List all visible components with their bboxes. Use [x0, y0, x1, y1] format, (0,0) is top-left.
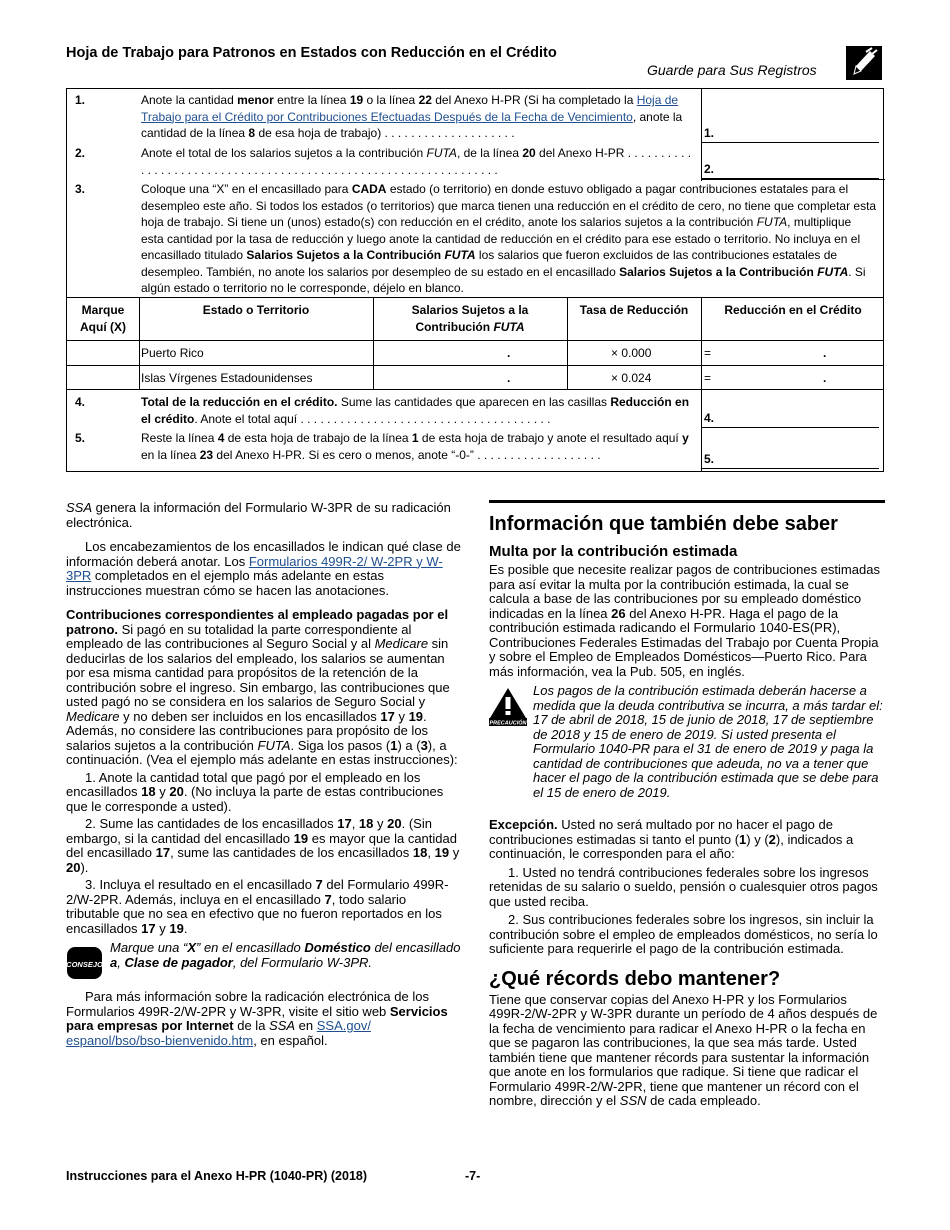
- tip-icon: [66, 943, 104, 983]
- worksheet-line-1: [67, 89, 701, 145]
- pen-icon: [846, 46, 882, 80]
- paragraph: Los encabezamientos de los encasillados le indican qué clase de información deberá anotar. Los Formularios 499R-2/ W-2PR y W-3PR completados en el ejemplo más adelante en estas instrucciones muestran cómo se hacen las anotaciones.: [66, 539, 461, 598]
- credit-reduction-entry[interactable]: .: [823, 371, 827, 385]
- line-2-text: Anote el total de los salarios sujetos a la contribución FUTA, de la línea 20 del Anexo H-PR . . . . . . . . . . . . . . . . . . . . . . . . . . . . . . . . . . . . . . . . . . . . . . . . . . . . . . . . . . . . . . . .: [141, 146, 692, 177]
- paragraph: Para más información sobre la radicación electrónica de los Formularios 499R-2/W-2PR y W-3PR, visite el sitio web Servicios para empresas por Internet de la SSA en SSA.gov/ espanol/bso/bso-bienvenido.htm, en español.: [66, 989, 448, 1048]
- line-2-entry-box[interactable]: [701, 145, 885, 181]
- paragraph: Tiene que conservar copias del Anexo H-PR y los Formularios 499R-2/W-2PR y W-3PR durante un período de 4 años después de la fecha de vencimiento para radicar el Anexo H-PR o la fecha en que se pagaron las contribuciones, la que sea más tarde. Usted también tiene que mantener récords para sustentar la información que anote en los formularios que radique. Si tiene que radicar el Formulario 499R-2/W-2PR, tiene que mantener un récord con el nombre, dirección y el SSN de cada empleado.: [489, 991, 878, 1108]
- col-header-mark: Marque Aquí (X): [80, 303, 126, 334]
- tip-note: CONSEJO Marque una “X” en el encasillado Doméstico del encasillado a, Clase de pagador, del Formulario W-3PR.: [66, 941, 461, 970]
- forms-example-link[interactable]: Formularios 499R-2/ W-2PR y W-3PR: [66, 553, 443, 583]
- subsection-heading: Multa por la contribución estimada: [489, 543, 738, 560]
- reduction-rate: × 0.000: [611, 346, 652, 360]
- left-column: [66, 501, 461, 1048]
- svg-text:PRECAUCIÓN: PRECAUCIÓN: [489, 720, 527, 726]
- worksheet-title: Hoja de Trabajo para Patronos en Estados con Reducción en el Crédito: [66, 45, 557, 61]
- line-4-entry-box[interactable]: [701, 389, 885, 430]
- box-label: 2.: [704, 161, 715, 176]
- section-heading: Información que también debe saber: [489, 513, 838, 535]
- paragraph: SSA genera la información del Formulario W-3PR de su radicación electrónica.: [66, 500, 451, 530]
- box-label: 5.: [704, 451, 715, 466]
- credit-worksheet-link[interactable]: Hoja de Trabajo para el Crédito por Contribuciones Efectuadas Después de la Fecha de Vencimiento: [141, 93, 679, 124]
- box-label: 4.: [704, 410, 715, 425]
- worksheet-line-5: [67, 430, 701, 470]
- line-1-entry-box[interactable]: [701, 89, 885, 145]
- col-header-reduction: Reducción en el Crédito: [724, 303, 862, 317]
- step-1: 1. Anote la cantidad total que pagó por el empleado en los encasillados 18 y 20. (No incluya la parte de estas contribuciones que le corresponde a usted).: [66, 769, 444, 814]
- line-number: 5.: [75, 431, 86, 445]
- credit-reduction-entry[interactable]: .: [823, 346, 827, 360]
- paragraph: Contribuciones correspondientes al empleado pagadas por el patrono. Si pagó en su totalidad la parte correspondiente al empleado de las contribuciones al Seguro Social y al Medicare sin deducirlas de los salarios del empleado, los salarios se aumentan por esa misma cantidad para propósitos de la retención de la contribución sobre el ingreso. Sin embargo, las contribuciones que usted pagó no se considera en los salarios de Seguro Social y Medicare y no deben ser incluidos en los encasillados 17 y 19. Además, no considere las contribuciones para propósito de los salarios sujetos a la contribución FUTA. Siga los pasos (1) a (3), a continuación. (Vea el ejemplo más adelante en estas instrucciones):: [66, 607, 458, 767]
- line-number: 4.: [75, 395, 86, 409]
- col-header-state: Estado o Territorio: [202, 303, 310, 317]
- line-number: 2.: [75, 146, 86, 160]
- equals-sign: =: [704, 346, 712, 360]
- worksheet-table: [66, 88, 884, 472]
- section-heading: ¿Qué récords debo mantener?: [489, 967, 781, 990]
- state-name: Islas Vírgenes Estadounidenses: [141, 371, 313, 385]
- step-2: 2. Sume las cantidades de los encasillados 17, 18 y 20. (Sin embargo, si la cantidad del encasillado 19 es mayor que la cantidad del encasillado 17, sume las cantidades de los encasillados 18, 19 y 20).: [66, 816, 460, 875]
- line-3-text: Coloque una “X” en el encasillado para CADA estado (o territorio) en donde estuvo obligado a pagar contribuciones estatales para el desempleo este año. Si todos los estados (o territorios) que marca tienen una reducción en el crédito de cero, no tiene que completar esta hoja de trabajo. Si tiene un (unos) estado(s) con reducción en el crédito, anote los salarios sujetos a la contribución FUTA, multiplique esta cantidad por la tasa de reducción y luego anote la cantidad de reducción en el crédito para ese estado o territorio. No incluya en el encasillado titulado Salarios Sujetos a la Contribución FUTA los salarios que fueron excluidos de las contribuciones estatales de desempleo. También, no anote los salarios por desempleo de su estado en el encasillado Salarios Sujetos a la Contribución FUTA. Si algún estado o territorio no le corresponde, déjelo en blanco.: [141, 182, 877, 295]
- paragraph: Es posible que necesite realizar pagos de contribuciones estimadas para así evitar la multa por la contribución estimada, la cual se calcula a base de las contribuciones por su empleado doméstico indicadas en la línea 26 del Anexo H-PR. Haga el pago de la contribución estimada radicando el Formulario 1040-ES(PR), Contribuciones Federales Estimadas del Trabajo por Cuenta Propia y sobre el Empleo de Empleados Domésticos—Puerto Rico. Para más información, vea la Pub. 505, en inglés.: [489, 562, 880, 679]
- equals-sign: =: [704, 371, 712, 385]
- exception-item-1: 1. Usted no tendrá contribuciones federales sobre los ingresos retenidas de su salario o sueldo, pensión o cualesquier otros pagos que usted reciba.: [489, 864, 878, 909]
- worksheet-line-4: [67, 394, 701, 430]
- box-label: 1.: [704, 125, 715, 140]
- exception-item-2: 2. Sus contribuciones federales sobre los ingresos, sin incluir la contribución sobre el empleo de empleados domésticos, no sería lo suficiente para requerirle el pago de la contribución estimada.: [489, 912, 878, 956]
- col-header-wages: Salarios Sujetos a la Contribución FUTA: [411, 303, 529, 334]
- ssa-bso-link[interactable]: SSA.gov/ espanol/bso/bso-bienvenido.htm: [66, 1018, 371, 1048]
- svg-text:CONSEJO: CONSEJO: [66, 960, 103, 969]
- caution-note: PRECAUCIÓN Los pagos de la contribución estimada deberán hacerse a medida que la deuda contributiva se incurra, a más tardar el: 17 de abril de 2018, 15 de junio de 2018, 17 de septiembre de 2018 y 15 de enero de 2019. Si usted presenta el Formulario 1040-PR para el 31 de enero de 2019 y paga la cantidad de contribuciones que adeuda, no va a tener que hacer el pago de la contribución estimada que se debe para el 15 de enero de 2019.: [489, 683, 883, 800]
- line-5-text: Reste la línea 4 de esta hoja de trabajo de la línea 1 de esta hoja de trabajo y anote el resultado aquí y en la línea 23 del Anexo H-PR. Si es cero o menos, anote “-0-” . . . . . . . . . . . . . . . . . . .: [141, 431, 689, 462]
- line-4-text: Total de la reducción en el crédito. Sume las cantidades que aparecen en las casillas Reducción en el crédito. Anote el total aquí . . . . . . . . . . . . . . . . . . . . . . . . . . . . . . . . . . . . . .: [141, 395, 690, 426]
- reduction-rate: × 0.024: [611, 371, 652, 385]
- caution-icon: [489, 686, 527, 726]
- worksheet-line-3: [67, 181, 885, 295]
- mark-checkbox-virgin-islands[interactable]: [67, 366, 139, 389]
- line-1-text: Anote la cantidad menor entre la línea 19 o la línea 22 del Anexo H-PR (Si ha completado la Hoja de Trabajo para el Crédito por Contribuciones Efectuadas Después de la Fecha de Vencimiento, anote la cantidad de la línea 8 de esa hoja de trabajo) . . . . . . . . . . . . . . . . . . . .: [141, 93, 683, 140]
- footer-form-title: Instrucciones para el Anexo H-PR (1040-PR) (2018): [66, 1169, 368, 1183]
- worksheet-line-2: [67, 145, 701, 181]
- wages-entry[interactable]: .: [507, 346, 511, 360]
- step-3: 3. Incluya el resultado en el encasillado 7 del Formulario 499R-2/W-2PR. Además, incluya en el encasillado 7, todo salario tributable que no sea en efectivo que no fueron reportados en los encasillados 17 y 19.: [66, 877, 449, 936]
- line-number: 3.: [75, 182, 86, 196]
- keep-for-records-label: Guarde para Sus Registros: [647, 62, 817, 78]
- state-name: Puerto Rico: [141, 346, 204, 360]
- page-number: -7-: [465, 1169, 481, 1183]
- mark-checkbox-puerto-rico[interactable]: [67, 341, 139, 365]
- line-number: 1.: [75, 93, 86, 107]
- col-header-rate: Tasa de Reducción: [579, 303, 689, 317]
- paragraph: Excepción. Usted no será multado por no hacer el pago de contribuciones estimadas si tanto el punto (1) y (2), indicados a continuación, le corresponden para el año:: [489, 817, 854, 861]
- wages-entry[interactable]: .: [507, 371, 511, 385]
- right-column: [489, 500, 885, 1109]
- line-5-entry-box[interactable]: [701, 430, 885, 471]
